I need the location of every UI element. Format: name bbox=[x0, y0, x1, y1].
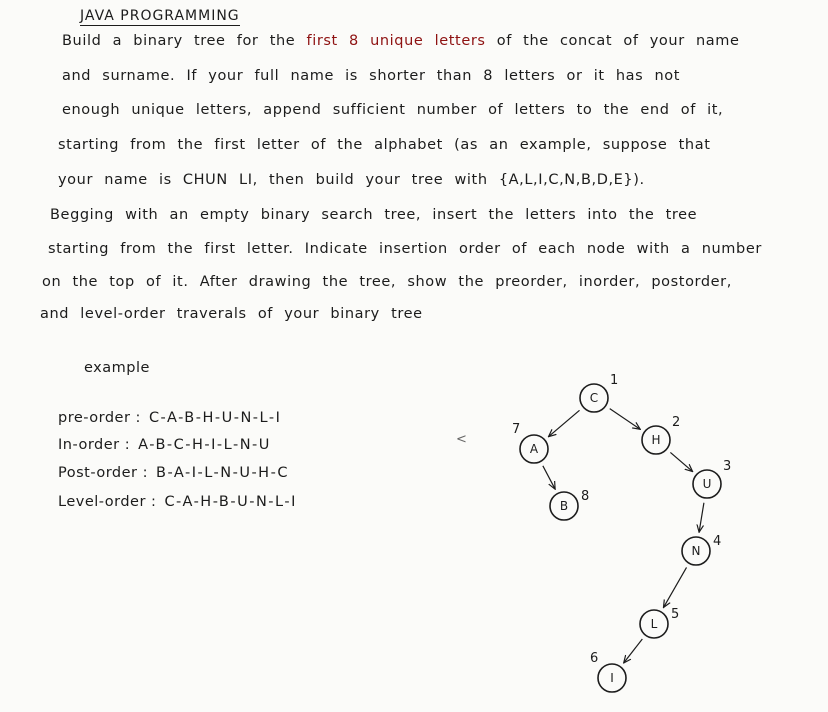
tree-node-U bbox=[693, 459, 731, 498]
paragraph-line: and level-order traverals of your binary tree bbox=[40, 306, 423, 322]
tree-edge-N-L bbox=[663, 567, 686, 607]
tree-node-C bbox=[580, 373, 618, 412]
paragraph-line: starting from the first letter of the alphabet (as an example, suppose that bbox=[58, 137, 711, 153]
traversal-value: C-A-H-B-U-N-L-I bbox=[164, 494, 297, 510]
line-text: Build a binary tree for the bbox=[62, 33, 307, 49]
insertion-order-number: 2 bbox=[672, 415, 681, 430]
node-letter: C bbox=[589, 391, 599, 405]
node-letter: A bbox=[529, 442, 539, 456]
tree-node-B bbox=[550, 489, 589, 520]
node-letter: I bbox=[610, 671, 614, 685]
node-letter: U bbox=[702, 477, 712, 491]
tree-edge-U-N bbox=[699, 503, 704, 533]
tree-node-N bbox=[682, 534, 721, 565]
paragraph-line: your name is CHUN LI, then build your tree with {A,L,I,C,N,B,D,E}). bbox=[58, 172, 645, 188]
page-title: JAVA PROGRAMMING bbox=[80, 8, 240, 24]
tree-edge-A-B bbox=[543, 466, 555, 489]
paragraph-line: on the top of it. After drawing the tree, show the preorder, inorder, postorder, bbox=[42, 274, 732, 290]
insertion-order-number: 3 bbox=[723, 459, 732, 474]
traversal-label: In-order : bbox=[58, 437, 131, 453]
traversal-value: C-A-B-H-U-N-L-I bbox=[148, 410, 282, 426]
tree-edge-C-H bbox=[610, 409, 641, 430]
example-label: example bbox=[84, 360, 150, 376]
paragraph-line: starting from the first letter. Indicate insertion order of each node with a number bbox=[48, 241, 762, 257]
insertion-order-number: 7 bbox=[512, 422, 521, 437]
paragraph-line: and surname. If your full name is shorter than 8 letters or it has not bbox=[62, 68, 681, 84]
node-letter: B bbox=[559, 499, 569, 513]
traversal-label: pre-order : bbox=[58, 410, 141, 426]
insertion-order-number: 1 bbox=[610, 373, 619, 388]
traversal-value: A-B-C-H-I-L-N-U bbox=[138, 437, 271, 453]
insertion-order-number: 8 bbox=[581, 489, 590, 504]
paragraph-line: enough unique letters, append sufficient number of letters to the end of it, bbox=[62, 102, 724, 118]
stray-mark: < bbox=[456, 432, 467, 447]
tree-edge-L-I bbox=[624, 639, 643, 663]
traversal-value: B-A-I-L-N-U-H-C bbox=[156, 465, 289, 481]
insertion-order-number: 6 bbox=[590, 651, 599, 666]
highlighted-text: first 8 unique letters bbox=[306, 33, 486, 49]
node-letter: N bbox=[691, 544, 701, 558]
tree-node-A bbox=[512, 422, 548, 463]
tree-node-H bbox=[642, 415, 680, 454]
tree-node-I bbox=[590, 651, 626, 692]
tree-edge-C-A bbox=[548, 410, 579, 436]
traversal-label: Level-order : bbox=[58, 494, 157, 510]
insertion-order-number: 5 bbox=[671, 607, 680, 622]
paragraph-line: Begging with an empty binary search tree, insert the letters into the tree bbox=[50, 207, 698, 223]
tree-edge-H-U bbox=[670, 452, 692, 471]
line-text: of the concat of your name bbox=[485, 33, 740, 49]
node-letter: L bbox=[650, 617, 658, 631]
insertion-order-number: 4 bbox=[713, 534, 722, 549]
traversal-label: Post-order : bbox=[58, 465, 148, 481]
tree-node-L bbox=[640, 607, 679, 638]
node-letter: H bbox=[651, 433, 661, 447]
